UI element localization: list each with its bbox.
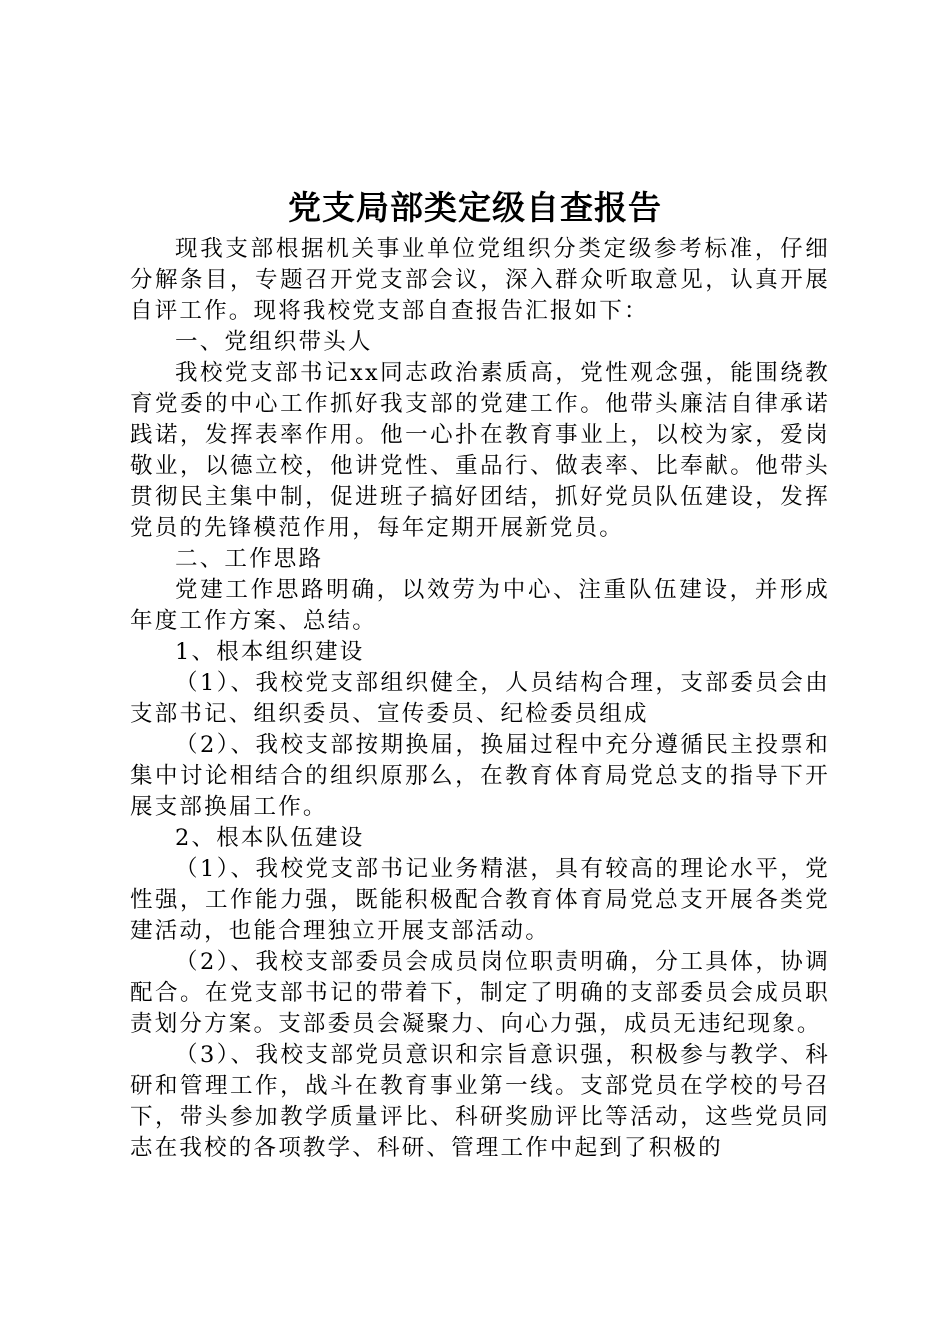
approach-paragraph: 党建工作思路明确，以效劳为中心、注重队伍建设，并形成年度工作方案、总结。 [130,577,830,634]
team-item-2: （2）、我校支部委员会成员岗位职责明确，分工具体，协调配合。在党支部书记的带着下，制定了明确的支部委员会成员职责划分方案。支部委员会凝聚力、向心力强，成员无违纪现象。 [130,949,830,1037]
team-item-3: （3）、我校支部党员意识和宗旨意识强，积极参与教学、科研和管理工作，战斗在教育事业第一线。支部党员在学校的号召下，带头参加教学质量评比、科研奖励评比等活动，这些党员同志在我校的各项教学、科研、管理工作中起到了积极的 [130,1042,830,1161]
intro-paragraph: 现我支部根据机关事业单位党组织分类定级参考标准，仔细分解条目，专题召开党支部会议，深入群众听取意见，认真开展自评工作。现将我校党支部自查报告汇报如下： [130,236,830,324]
subsection-heading-team: 2、根本队伍建设 [175,825,365,851]
section-heading-approach: 二、工作思路 [175,546,324,572]
organization-item-1: （1）、我校党支部组织健全，人员结构合理，支部委员会由支部书记、组织委员、宣传委员、纪检委员组成 [130,670,830,727]
subsection-heading-organization: 1、根本组织建设 [175,639,365,665]
section-heading-leader: 一、党组织带头人 [175,329,373,355]
leader-paragraph: 我校党支部书记xx同志政治素质高，党性观念强，能围绕教育党委的中心工作抓好我支部的党建工作。他带头廉洁自律承诺践诺，发挥表率作用。他一心扑在教育事业上，以校为家，爱岗敬业，以德立校，他讲党性、重品行、做表率、比奉献。他带头贯彻民主集中制，促进班子搞好团结，抓好党员队伍建设，发挥党员的先锋模范作用，每年定期开展新党员。 [130,360,830,541]
organization-item-2: （2）、我校支部按期换届，换届过程中充分遵循民主投票和集中讨论相结合的组织原那么，在教育体育局党总支的指导下开展支部换届工作。 [130,732,830,820]
team-item-1: （1）、我校党支部书记业务精湛，具有较高的理论水平，党性强，工作能力强，既能积极配合教育体育局党总支开展各类党建活动，也能合理独立开展支部活动。 [130,856,830,944]
document-body [130,234,830,1164]
document-title: 党支局部类定级自查报告 [288,188,662,227]
